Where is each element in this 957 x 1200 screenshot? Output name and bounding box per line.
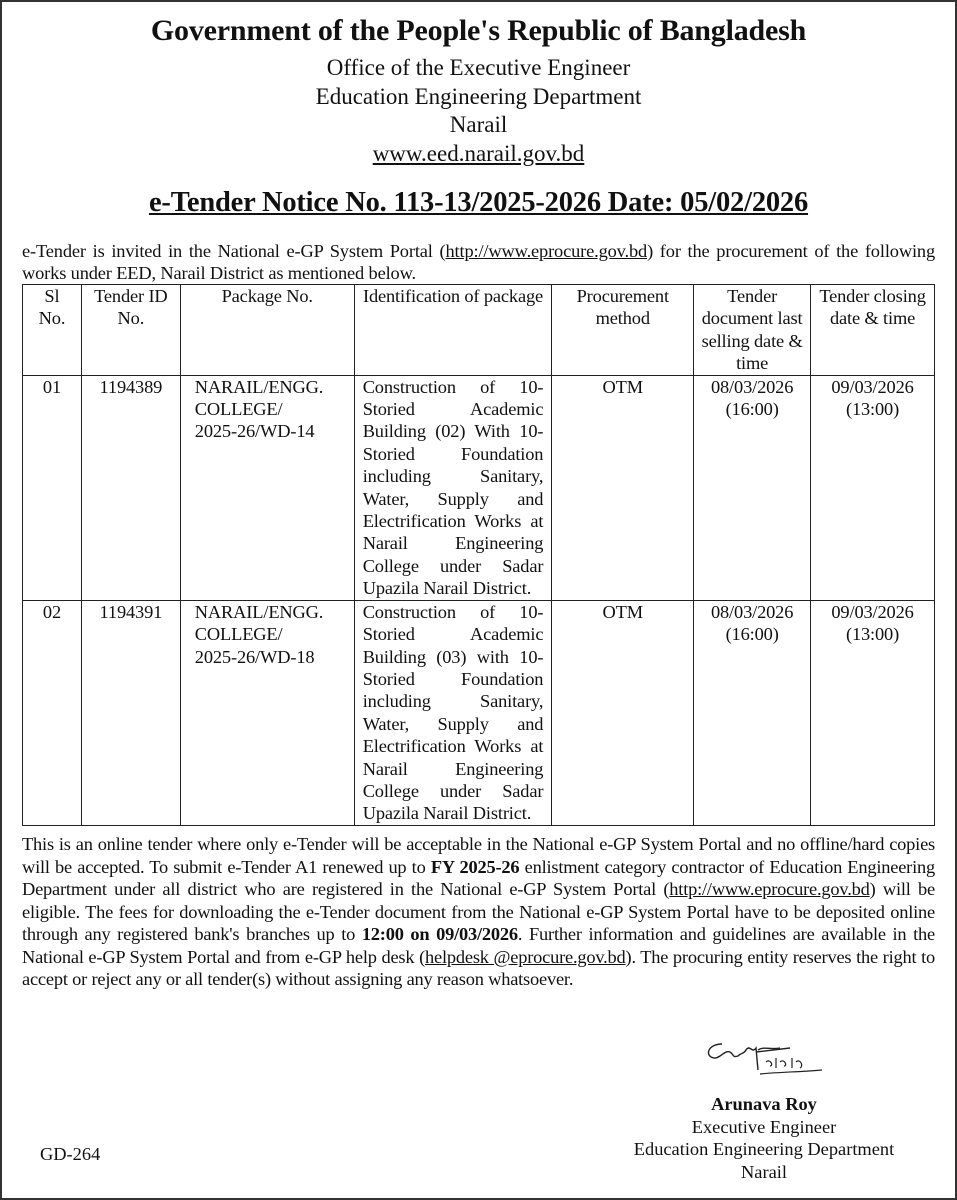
description-cell: Construction of 10-Storied Academic Building (03) with 10-Storied Foundation including Sanitary, Water, Supply and Electrification Works at Narail Engineering College under Sadar Upazila Narail District. — [354, 600, 552, 825]
header-method: Procurement method — [552, 285, 694, 376]
selling-date-cell: 08/03/2026 (16:00) — [694, 600, 811, 825]
tender-id-cell: 1194391 — [81, 600, 180, 825]
signature-image — [700, 1036, 830, 1086]
closing-date-cell: 09/03/2026 (13:00) — [811, 375, 935, 600]
header-package: Package No. — [180, 285, 354, 376]
method-cell: OTM — [552, 375, 694, 600]
notice-title: e-Tender Notice No. 113-13/2025-2026 Date: 05/02/2026 — [148, 187, 809, 218]
signer-name: Arunava Roy — [711, 1094, 817, 1114]
header-identification: Identification of package — [354, 285, 552, 376]
closing-date-cell: 09/03/2026 (13:00) — [811, 600, 935, 825]
tender-id-cell: 1194389 — [81, 375, 180, 600]
tender-table — [22, 284, 935, 826]
intro-paragraph — [22, 240, 935, 284]
district-name: Narail — [449, 112, 508, 137]
package-cell: NARAIL/ENGG. COLLEGE/ 2025-26/WD-14 — [180, 375, 354, 600]
department-name: Education Engineering Department — [315, 84, 642, 109]
header-tender-id: Tender ID No. — [81, 285, 180, 376]
intro-text: ) for the procurement of the following works under EED, Narail District as mentioned below. — [22, 241, 936, 283]
sl-cell: 02 — [23, 600, 82, 825]
table-header-row — [23, 285, 935, 376]
header-closing-date: Tender closing date & time — [811, 285, 935, 376]
eprocure-link[interactable]: http://www.eprocure.gov.bd — [445, 241, 648, 261]
header-selling-date: Tender document last selling date & time — [694, 285, 811, 376]
office-name: Office of the Executive Engineer — [326, 55, 631, 80]
description-cell: Construction of 10-Storied Academic Building (02) With 10-Storied Foundation including Sanitary, Water, Supply and Electrification Works at Narail Engineering College under Sadar Upazila Narail District. — [354, 375, 552, 600]
package-cell: NARAIL/ENGG. COLLEGE/ 2025-26/WD-18 — [180, 600, 354, 825]
method-cell: OTM — [552, 600, 694, 825]
gd-code: GD-264 — [40, 1144, 101, 1164]
website-link[interactable]: www.eed.narail.gov.bd — [372, 141, 585, 166]
terms-paragraph: This is an online tender where only e-Tender will be acceptable in the National e-GP System Portal and no offline/hard copies will be accepted. To submit e-Tender A1 renewed up to FY 2025-26 enlistment category contractor of Education Engineering Department under all district who are registered in the National e-GP System Portal (http://www.eprocure.gov.bd) will be eligible. The fees for downloading the e-Tender document from the National e-GP System Portal have to be deposited online through any registered bank's branches up to 12:00 on 09/03/2026. Further information and guidelines are available in the National e-GP System Portal and from e-GP help desk (helpdesk @eprocure.gov.bd). The procuring entity reserves the right to accept or reject any or all tender(s) without assigning any reason whatsoever. — [22, 834, 935, 989]
signer-location: Narail — [741, 1161, 787, 1182]
helpdesk-email-link[interactable]: helpdesk @eprocure.gov.bd — [425, 946, 626, 967]
sl-cell: 01 — [23, 375, 82, 600]
intro-text: e-Tender is invited in the National e-GP System Portal ( — [22, 241, 446, 261]
header-sl: Sl No. — [23, 285, 82, 376]
table-row — [23, 375, 935, 600]
eprocure-link[interactable]: http://www.eprocure.gov.bd — [669, 879, 870, 899]
signature-block — [600, 1093, 928, 1183]
selling-date-cell: 08/03/2026 (16:00) — [694, 375, 811, 600]
table-row — [23, 600, 935, 825]
signer-designation: Executive Engineer — [691, 1116, 837, 1137]
signer-department: Education Engineering Department — [633, 1139, 895, 1159]
government-title: Government of the People's Republic of Bangladesh — [150, 14, 807, 47]
